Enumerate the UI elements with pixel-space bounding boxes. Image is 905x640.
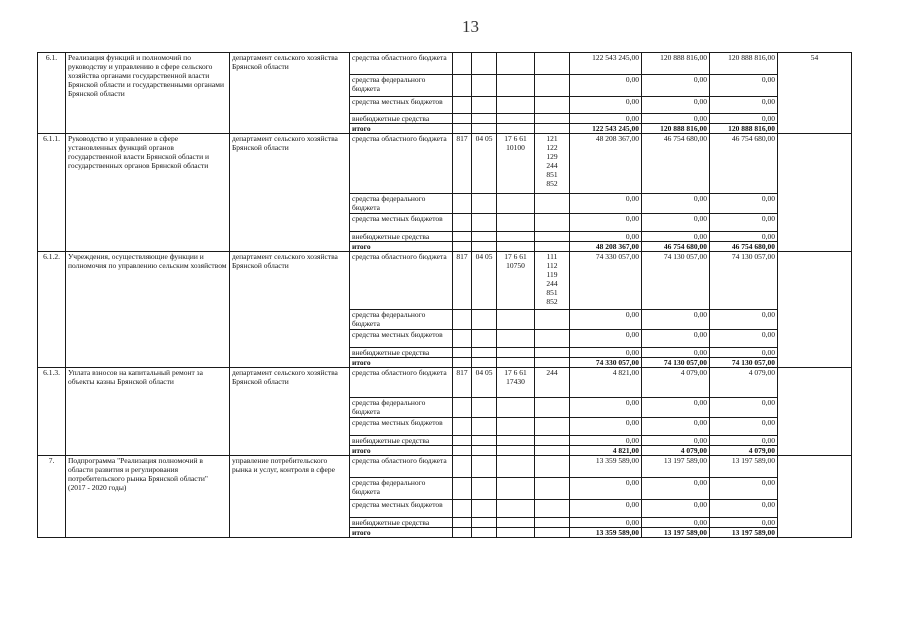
amount-2018-cell: 48 208 367,00 — [570, 134, 642, 194]
funding-source-cell: средства федерального бюджета — [350, 75, 453, 97]
amount-2020-cell: 46 754 680,00 — [710, 134, 778, 194]
grbs-code-cell — [453, 436, 472, 446]
grbs-code-cell — [453, 330, 472, 348]
amount-2020-cell: 0,00 — [710, 398, 778, 418]
section-code-cell — [472, 500, 497, 518]
executor-cell: департамент сельского хозяйства Брянской области — [230, 252, 350, 368]
expense-type-cell — [535, 456, 570, 478]
grbs-code-cell — [453, 310, 472, 330]
grbs-code-cell — [453, 242, 472, 252]
grbs-code-cell — [453, 398, 472, 418]
item-name-cell: Уплата взносов на капитальный ремонт за объекты казны Брянской области — [66, 368, 230, 456]
amount-2019-cell: 4 079,00 — [642, 446, 710, 456]
amount-2018-cell: 4 821,00 — [570, 446, 642, 456]
funding-source-cell: внебюджетные средства — [350, 114, 453, 124]
funding-source-cell: средства областного бюджета — [350, 252, 453, 310]
target-article-cell — [497, 242, 535, 252]
expense-type-cell — [535, 75, 570, 97]
target-article-cell — [497, 500, 535, 518]
amount-2018-cell: 0,00 — [570, 75, 642, 97]
funding-source-cell: средства местных бюджетов — [350, 330, 453, 348]
item-name-cell: Реализация функций и полномочий по руководству и управлению в сфере сельского хозяйства органами государственной власти Брянской области и государственными органами Брянской области — [66, 53, 230, 134]
amount-2020-cell: 4 079,00 — [710, 446, 778, 456]
expense-type-cell — [535, 310, 570, 330]
section-code-cell — [472, 242, 497, 252]
section-code-cell — [472, 348, 497, 358]
amount-2020-cell: 13 197 589,00 — [710, 456, 778, 478]
amount-2020-cell: 74 130 057,00 — [710, 252, 778, 310]
amount-2019-cell: 120 888 816,00 — [642, 53, 710, 75]
funding-source-cell: средства местных бюджетов — [350, 214, 453, 232]
amount-2020-cell: 0,00 — [710, 214, 778, 232]
section-code-cell — [472, 330, 497, 348]
section-code-cell — [472, 232, 497, 242]
funding-source-cell: внебюджетные средства — [350, 348, 453, 358]
target-article-cell: 17 6 61 10750 — [497, 252, 535, 310]
amount-2020-cell: 0,00 — [710, 348, 778, 358]
expense-type-cell — [535, 214, 570, 232]
target-article-cell — [497, 436, 535, 446]
target-article-cell — [497, 348, 535, 358]
funding-source-cell: средства областного бюджета — [350, 456, 453, 478]
amount-2018-cell: 0,00 — [570, 232, 642, 242]
target-article-cell: 17 6 61 17430 — [497, 368, 535, 398]
expense-type-cell — [535, 97, 570, 114]
amount-2020-cell: 0,00 — [710, 436, 778, 446]
grbs-code-cell: 817 — [453, 252, 472, 310]
section-code-cell — [472, 518, 497, 528]
amount-2018-cell: 0,00 — [570, 330, 642, 348]
amount-2020-cell: 0,00 — [710, 232, 778, 242]
amount-2018-cell: 0,00 — [570, 436, 642, 446]
funding-source-cell: средства федерального бюджета — [350, 398, 453, 418]
funding-source-cell: внебюджетные средства — [350, 518, 453, 528]
funding-source-cell: итого — [350, 528, 453, 538]
amount-2018-cell: 74 330 057,00 — [570, 358, 642, 368]
expense-type-cell: 244 — [535, 368, 570, 398]
section-code-cell — [472, 418, 497, 436]
amount-2019-cell: 0,00 — [642, 500, 710, 518]
amount-2018-cell: 48 208 367,00 — [570, 242, 642, 252]
section-code-cell — [472, 53, 497, 75]
item-number-cell: 6.1.2. — [38, 252, 66, 368]
amount-2019-cell: 0,00 — [642, 75, 710, 97]
amount-2019-cell: 46 754 680,00 — [642, 242, 710, 252]
amount-2018-cell: 0,00 — [570, 194, 642, 214]
amount-2019-cell: 74 130 057,00 — [642, 252, 710, 310]
amount-2019-cell: 0,00 — [642, 348, 710, 358]
section-code-cell — [472, 114, 497, 124]
section-code-cell — [472, 528, 497, 538]
table-row — [38, 456, 852, 478]
amount-2019-cell: 74 130 057,00 — [642, 358, 710, 368]
executor-cell: департамент сельского хозяйства Брянской области — [230, 53, 350, 134]
amount-2018-cell: 0,00 — [570, 518, 642, 528]
grbs-code-cell — [453, 75, 472, 97]
expense-type-cell — [535, 114, 570, 124]
amount-2019-cell: 0,00 — [642, 97, 710, 114]
funding-source-cell: средства местных бюджетов — [350, 97, 453, 114]
amount-2018-cell: 0,00 — [570, 500, 642, 518]
funding-source-cell: средства федерального бюджета — [350, 310, 453, 330]
expense-type-cell: 121 122 129 244 851 852 — [535, 134, 570, 194]
expense-type-cell — [535, 478, 570, 500]
grbs-code-cell — [453, 418, 472, 436]
section-code-cell — [472, 398, 497, 418]
target-article-cell — [497, 398, 535, 418]
expense-type-cell — [535, 358, 570, 368]
indicator-cell — [778, 252, 852, 368]
target-article-cell: 17 6 61 10100 — [497, 134, 535, 194]
target-article-cell — [497, 310, 535, 330]
amount-2018-cell: 122 543 245,00 — [570, 124, 642, 134]
section-code-cell — [472, 456, 497, 478]
amount-2019-cell: 4 079,00 — [642, 368, 710, 398]
target-article-cell — [497, 75, 535, 97]
expense-type-cell — [535, 53, 570, 75]
section-code-cell — [472, 194, 497, 214]
amount-2020-cell: 120 888 816,00 — [710, 124, 778, 134]
item-name-cell: Учреждения, осуществляющие функции и полномочия по управлению сельским хозяйством — [66, 252, 230, 368]
grbs-code-cell — [453, 518, 472, 528]
funding-source-cell: средства местных бюджетов — [350, 500, 453, 518]
amount-2019-cell: 13 197 589,00 — [642, 456, 710, 478]
section-code-cell — [472, 75, 497, 97]
target-article-cell — [497, 194, 535, 214]
funding-source-cell: внебюджетные средства — [350, 436, 453, 446]
budget-table-body — [38, 53, 852, 538]
amount-2018-cell: 4 821,00 — [570, 368, 642, 398]
amount-2020-cell: 0,00 — [710, 478, 778, 500]
amount-2019-cell: 0,00 — [642, 214, 710, 232]
funding-source-cell: средства областного бюджета — [350, 134, 453, 194]
target-article-cell — [497, 518, 535, 528]
funding-source-cell: средства областного бюджета — [350, 368, 453, 398]
amount-2019-cell: 0,00 — [642, 418, 710, 436]
amount-2020-cell: 0,00 — [710, 194, 778, 214]
amount-2020-cell: 0,00 — [710, 500, 778, 518]
target-article-cell — [497, 358, 535, 368]
grbs-code-cell — [453, 528, 472, 538]
expense-type-cell — [535, 518, 570, 528]
amount-2018-cell: 74 330 057,00 — [570, 252, 642, 310]
funding-source-cell: средства областного бюджета — [350, 53, 453, 75]
section-code-cell — [472, 310, 497, 330]
expense-type-cell — [535, 446, 570, 456]
amount-2019-cell: 0,00 — [642, 310, 710, 330]
amount-2019-cell: 0,00 — [642, 436, 710, 446]
amount-2019-cell: 0,00 — [642, 478, 710, 500]
amount-2020-cell: 4 079,00 — [710, 368, 778, 398]
grbs-code-cell — [453, 114, 472, 124]
indicator-cell — [778, 368, 852, 456]
item-number-cell: 6.1. — [38, 53, 66, 134]
table-row — [38, 252, 852, 310]
amount-2018-cell: 0,00 — [570, 214, 642, 232]
amount-2018-cell: 13 359 589,00 — [570, 528, 642, 538]
amount-2018-cell: 0,00 — [570, 348, 642, 358]
section-code-cell — [472, 124, 497, 134]
section-code-cell — [472, 358, 497, 368]
target-article-cell — [497, 330, 535, 348]
grbs-code-cell — [453, 97, 472, 114]
grbs-code-cell — [453, 124, 472, 134]
section-code-cell: 04 05 — [472, 252, 497, 310]
expense-type-cell — [535, 436, 570, 446]
item-name-cell: Подпрограмма "Реализация полномочий в области развития и регулирования потребительского рынка Брянской области" (2017 - 2020 годы) — [66, 456, 230, 538]
amount-2018-cell: 0,00 — [570, 398, 642, 418]
budget-table — [37, 52, 852, 538]
expense-type-cell — [535, 348, 570, 358]
executor-cell: департамент сельского хозяйства Брянской области — [230, 368, 350, 456]
amount-2020-cell: 0,00 — [710, 518, 778, 528]
amount-2020-cell: 46 754 680,00 — [710, 242, 778, 252]
amount-2019-cell: 46 754 680,00 — [642, 134, 710, 194]
amount-2019-cell: 0,00 — [642, 232, 710, 242]
amount-2020-cell: 74 130 057,00 — [710, 358, 778, 368]
target-article-cell — [497, 114, 535, 124]
amount-2019-cell: 120 888 816,00 — [642, 124, 710, 134]
target-article-cell — [497, 456, 535, 478]
grbs-code-cell — [453, 478, 472, 500]
target-article-cell — [497, 214, 535, 232]
grbs-code-cell — [453, 446, 472, 456]
expense-type-cell — [535, 500, 570, 518]
section-code-cell — [472, 97, 497, 114]
amount-2018-cell: 0,00 — [570, 310, 642, 330]
amount-2018-cell: 0,00 — [570, 418, 642, 436]
expense-type-cell — [535, 528, 570, 538]
expense-type-cell — [535, 124, 570, 134]
funding-source-cell: средства федерального бюджета — [350, 478, 453, 500]
funding-source-cell: итого — [350, 124, 453, 134]
grbs-code-cell — [453, 358, 472, 368]
target-article-cell — [497, 446, 535, 456]
section-code-cell — [472, 478, 497, 500]
amount-2020-cell: 120 888 816,00 — [710, 53, 778, 75]
section-code-cell — [472, 214, 497, 232]
target-article-cell — [497, 53, 535, 75]
expense-type-cell — [535, 242, 570, 252]
amount-2019-cell: 0,00 — [642, 398, 710, 418]
grbs-code-cell: 817 — [453, 134, 472, 194]
expense-type-cell — [535, 330, 570, 348]
grbs-code-cell — [453, 348, 472, 358]
amount-2019-cell: 0,00 — [642, 114, 710, 124]
amount-2018-cell: 122 543 245,00 — [570, 53, 642, 75]
table-row — [38, 368, 852, 398]
funding-source-cell: итого — [350, 446, 453, 456]
target-article-cell — [497, 418, 535, 436]
section-code-cell: 04 05 — [472, 368, 497, 398]
table-row — [38, 134, 852, 194]
target-article-cell — [497, 232, 535, 242]
amount-2018-cell: 0,00 — [570, 478, 642, 500]
amount-2020-cell: 0,00 — [710, 310, 778, 330]
grbs-code-cell — [453, 232, 472, 242]
funding-source-cell: средства федерального бюджета — [350, 194, 453, 214]
page-number: 13 — [462, 17, 479, 36]
grbs-code-cell — [453, 500, 472, 518]
table-row — [38, 53, 852, 75]
amount-2018-cell: 0,00 — [570, 114, 642, 124]
amount-2019-cell: 0,00 — [642, 194, 710, 214]
target-article-cell — [497, 97, 535, 114]
amount-2020-cell: 0,00 — [710, 418, 778, 436]
grbs-code-cell — [453, 456, 472, 478]
funding-source-cell: внебюджетные средства — [350, 232, 453, 242]
indicator-cell — [778, 456, 852, 538]
target-article-cell — [497, 124, 535, 134]
section-code-cell — [472, 446, 497, 456]
section-code-cell: 04 05 — [472, 134, 497, 194]
amount-2020-cell: 0,00 — [710, 330, 778, 348]
item-number-cell: 7. — [38, 456, 66, 538]
expense-type-cell: 111 112 119 244 851 852 — [535, 252, 570, 310]
indicator-cell: 54 — [778, 53, 852, 134]
amount-2019-cell: 0,00 — [642, 330, 710, 348]
amount-2020-cell: 13 197 589,00 — [710, 528, 778, 538]
grbs-code-cell — [453, 194, 472, 214]
amount-2020-cell: 0,00 — [710, 75, 778, 97]
item-number-cell: 6.1.3. — [38, 368, 66, 456]
amount-2019-cell: 13 197 589,00 — [642, 528, 710, 538]
amount-2020-cell: 0,00 — [710, 97, 778, 114]
amount-2018-cell: 0,00 — [570, 97, 642, 114]
section-code-cell — [472, 436, 497, 446]
executor-cell: управление потребительского рынка и услуг, контроля в сфере — [230, 456, 350, 538]
expense-type-cell — [535, 418, 570, 436]
item-name-cell: Руководство и управление в сфере установленных функций органов государственной власти Брянской области и государственных органов Брянской области — [66, 134, 230, 252]
target-article-cell — [497, 478, 535, 500]
funding-source-cell: итого — [350, 358, 453, 368]
expense-type-cell — [535, 232, 570, 242]
amount-2018-cell: 13 359 589,00 — [570, 456, 642, 478]
indicator-cell — [778, 134, 852, 252]
amount-2019-cell: 0,00 — [642, 518, 710, 528]
grbs-code-cell: 817 — [453, 368, 472, 398]
funding-source-cell: средства местных бюджетов — [350, 418, 453, 436]
target-article-cell — [497, 528, 535, 538]
grbs-code-cell — [453, 214, 472, 232]
amount-2020-cell: 0,00 — [710, 114, 778, 124]
expense-type-cell — [535, 194, 570, 214]
executor-cell: департамент сельского хозяйства Брянской области — [230, 134, 350, 252]
item-number-cell: 6.1.1. — [38, 134, 66, 252]
grbs-code-cell — [453, 53, 472, 75]
expense-type-cell — [535, 398, 570, 418]
funding-source-cell: итого — [350, 242, 453, 252]
